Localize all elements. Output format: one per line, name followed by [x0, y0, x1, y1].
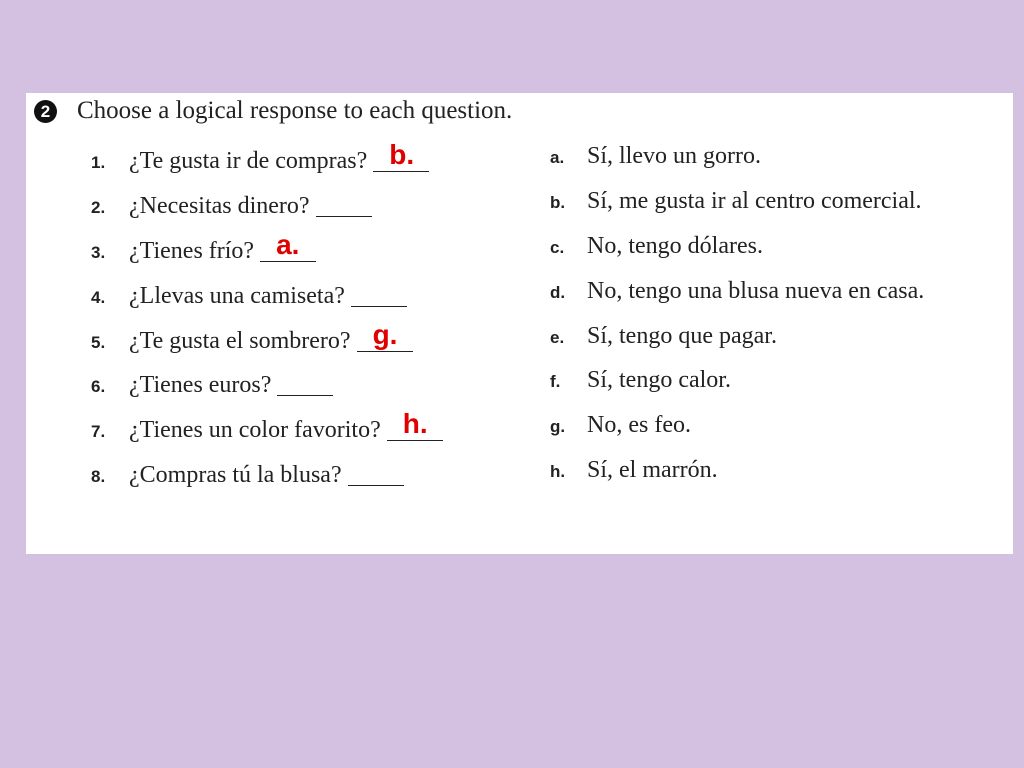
response-item [550, 323, 777, 353]
question-number: 1. [91, 153, 106, 172]
response-item [550, 457, 718, 487]
response-item [550, 412, 691, 442]
question-number: 8. [91, 467, 106, 486]
question-item [91, 367, 333, 397]
response-item [550, 188, 922, 218]
question-text: ¿Necesitas dinero? [129, 193, 310, 219]
response-item [550, 233, 763, 263]
worksheet-panel [26, 93, 1013, 554]
answer-blank[interactable] [357, 319, 413, 352]
question-item [91, 457, 404, 487]
question-item [91, 408, 443, 443]
question-text: ¿Tienes euros? [129, 372, 272, 398]
response-text: No, tengo dólares. [587, 233, 763, 259]
question-text: ¿Te gusta ir de compras? [129, 148, 368, 174]
response-text: Sí, el marrón. [587, 457, 718, 483]
handwritten-answer: g. [372, 319, 398, 350]
response-letter: e. [550, 328, 565, 347]
response-item [550, 143, 761, 173]
handwritten-answer: a. [276, 229, 300, 260]
question-number: 3. [91, 243, 106, 262]
question-text: ¿Te gusta el sombrero? [129, 328, 351, 354]
answer-blank[interactable] [373, 139, 429, 172]
exercise-header [34, 97, 512, 125]
question-item [91, 139, 429, 174]
question-text: ¿Tienes un color favorito? [129, 417, 381, 443]
question-number: 7. [91, 422, 106, 441]
question-number: 2. [91, 198, 106, 217]
question-item [91, 278, 407, 308]
response-letter: b. [550, 193, 566, 212]
exercise-number-badge: 2 [34, 100, 57, 123]
handwritten-answer: h. [402, 408, 428, 439]
question-item [91, 319, 413, 354]
question-number: 4. [91, 288, 106, 307]
response-letter: c. [550, 238, 565, 257]
question-text: ¿Compras tú la blusa? [129, 462, 342, 488]
response-text: Sí, tengo que pagar. [587, 323, 777, 349]
response-text: No, tengo una blusa nueva en casa. [587, 278, 925, 304]
response-text: Sí, llevo un gorro. [587, 143, 761, 169]
response-letter: f. [550, 372, 561, 391]
answer-blank[interactable] [387, 408, 443, 441]
response-letter: g. [550, 417, 566, 436]
answer-blank[interactable] [260, 229, 316, 262]
handwritten-answer: b. [389, 139, 415, 170]
response-letter: a. [550, 148, 565, 167]
answer-blank[interactable] [316, 192, 372, 217]
question-number: 6. [91, 377, 106, 396]
response-letter: h. [550, 462, 566, 481]
response-item [550, 278, 924, 308]
response-letter: d. [550, 283, 566, 302]
response-text: No, es feo. [587, 412, 691, 438]
answer-blank[interactable] [351, 282, 407, 307]
question-item [91, 229, 316, 264]
question-number: 5. [91, 333, 106, 352]
response-text: Sí, tengo calor. [587, 367, 731, 393]
question-item [91, 188, 372, 218]
response-text: Sí, me gusta ir al centro comercial. [587, 188, 922, 214]
answer-blank[interactable] [348, 461, 404, 486]
question-text: ¿Tienes frío? [129, 238, 255, 264]
exercise-instruction: Choose a logical response to each question. [77, 97, 513, 124]
question-text: ¿Llevas una camiseta? [129, 283, 345, 309]
response-item [550, 367, 731, 397]
answer-blank[interactable] [277, 371, 333, 396]
